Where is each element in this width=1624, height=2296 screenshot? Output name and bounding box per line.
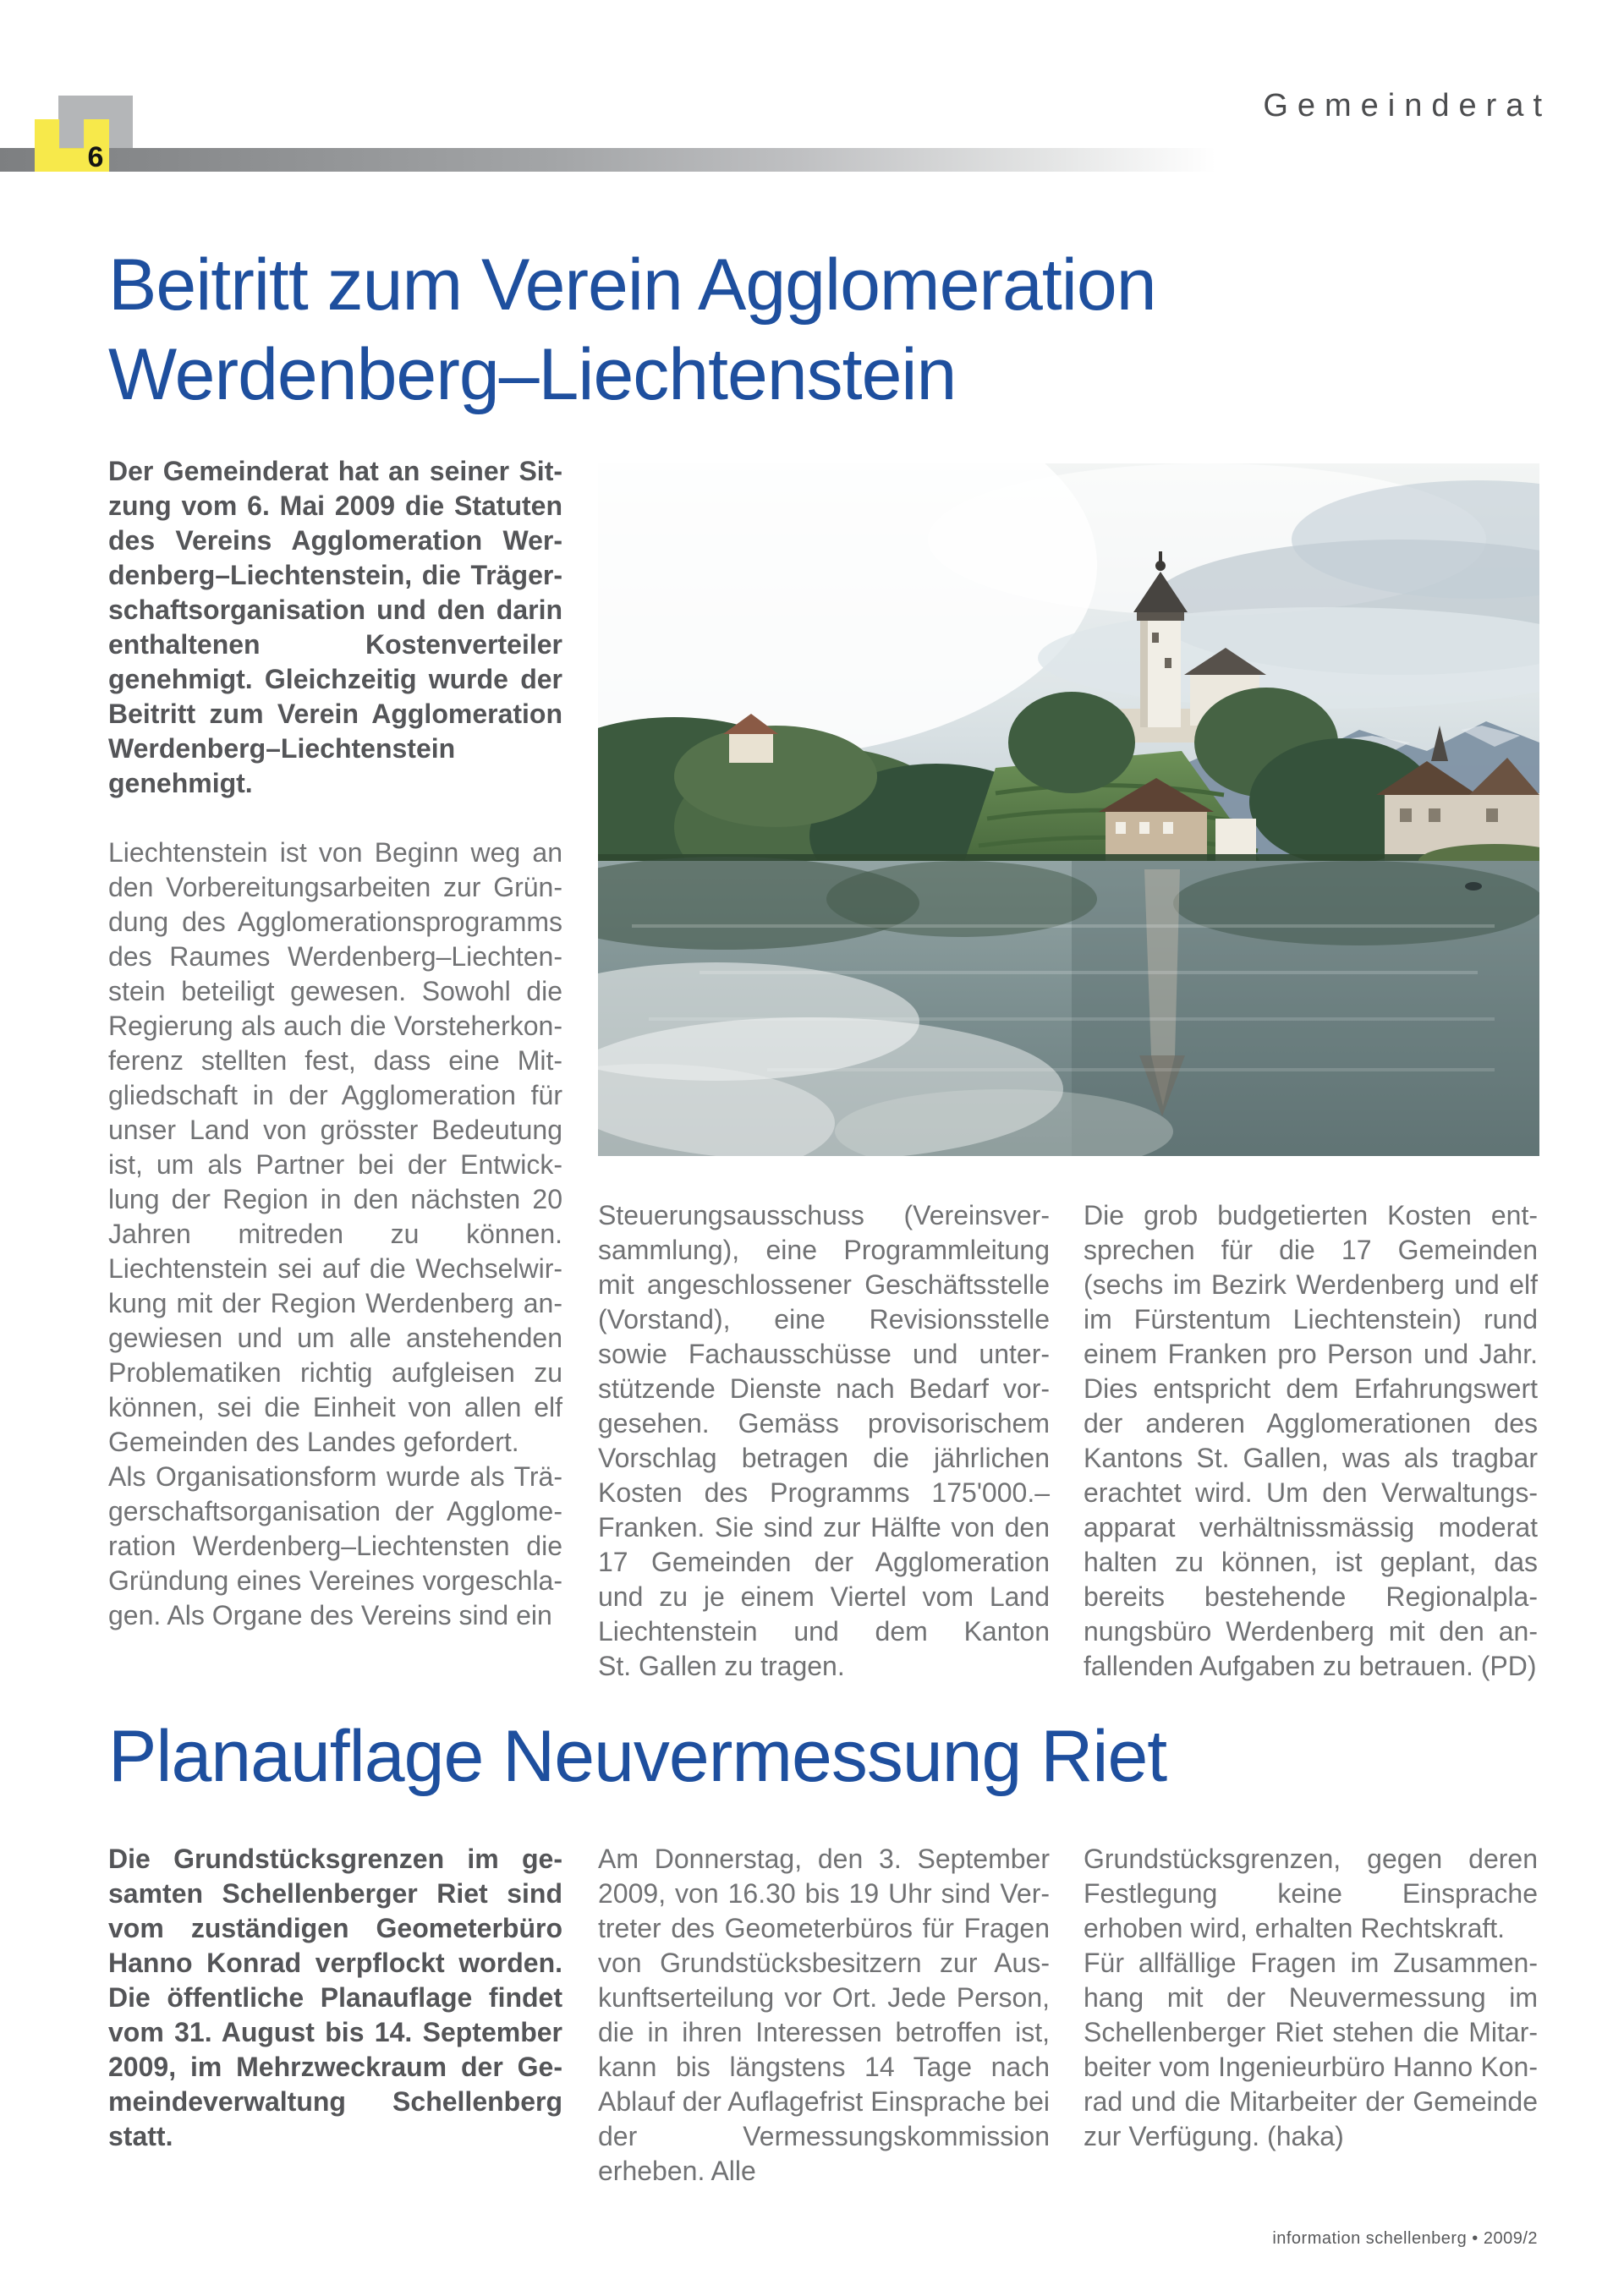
- castle-lake-photo: [598, 463, 1539, 1156]
- window: [1429, 808, 1440, 822]
- body-paragraph: Am Donnerstag, den 3. September 2009, von 16.30 bis 19 Uhr sind Vertreter des Geometerbüros für Fragen von Grundstücksbesitzern zur Auskunftserteilung vor Ort. Jede Person, die in ihren Interessen betroffen ist, kann bis längstens 14 Tage nach Ablauf der Auflagefrist Einsprache bei der Vermessungskommission erheben. Alle: [598, 1844, 1050, 2186]
- lead-paragraph: Die Grundstücksgrenzen im gesamten Schellenberger Riet sind vom zuständigen Geometerbüro Hanno Konrad verpflockt worden. Die öffentliche Planauflage findet vom 31. August bis 14. September 2009, im Mehrzweckraum der Gemeindeverwaltung Schellenberg statt.: [108, 1844, 562, 2151]
- section-header: Gemeinderat: [1263, 88, 1551, 123]
- tower-window: [1152, 633, 1159, 643]
- window: [1486, 808, 1498, 822]
- castle-tower-shade: [1140, 609, 1148, 727]
- lead-paragraph: Der Gemeinderat hat an seiner Sitzung vom 6. Mai 2009 die Statuten des Vereins Agglomeration Werdenberg–Liechtenstein, die Trägerschaftsorganisation und den darin enthaltenen Kostenverteiler genehmigt. Gleichzeitig wurde der Beitritt zum Verein Agglomeration Werdenberg–Liechtenstein genehmigt.: [108, 456, 562, 798]
- body-paragraph: Grundstücksgrenzen, gegen deren Festlegung keine Einsprache erhoben wird, erhalten Rechtskraft.: [1084, 1844, 1538, 1943]
- tower-window: [1165, 658, 1171, 668]
- ripple: [632, 924, 1495, 928]
- window: [1116, 822, 1126, 834]
- body-paragraph: Als Organisationsform wurde als Trägerschaftsorganisation der Agglomeration Werdenberg–Liechtensten die Gründung eines Vereines vorgeschlagen. Als Organe des Vereins sind ein: [108, 1461, 562, 1630]
- ripple: [700, 971, 1478, 974]
- ripple: [649, 1017, 1495, 1021]
- tower-spike: [1159, 551, 1162, 567]
- tree-reflection: [1173, 861, 1539, 945]
- window: [1139, 822, 1149, 834]
- article2-column-2: [598, 1842, 1050, 2189]
- window: [1400, 808, 1412, 822]
- article1-title-line2: Werdenberg–Liechtenstein: [108, 334, 957, 415]
- page-number: 6: [87, 141, 104, 173]
- article1-column-2: [598, 1198, 1050, 1684]
- house: [729, 732, 773, 763]
- article2-column-1: [108, 1842, 562, 2154]
- article1-column-3: [1084, 1198, 1538, 1684]
- article2-title: Planauflage Neuvermessung Riet: [108, 1716, 1167, 1797]
- window: [1163, 822, 1173, 834]
- ripple: [767, 1068, 1495, 1071]
- article1-title-line1: Beitritt zum Verein Agglomeration: [108, 244, 1156, 326]
- body-paragraph: Die grob budgetierten Kosten entsprechen für die 17 Gemeinden (sechs im Bezirk Werdenberg und elf im Fürstentum Liechtenstein) rund einem Franken pro Person und Jahr. Dies entspricht dem Erfahrungswert der anderen Agglomerationen des Kantons St. Gallen, was als tragbar erachtet wird. Um den Verwaltungsapparat verhältnissmässig moderat halten zu können, ist geplant, das bereits bestehende Regionalplanungsbüro Werdenberg mit den anfallenden Aufgaben zu betrauen. (PD): [1084, 1200, 1538, 1681]
- trees: [1008, 692, 1135, 793]
- castle-lake-photo-graphic: [598, 463, 1539, 1156]
- body-paragraph: Steuerungsausschuss (Vereinsversammlung), eine Programmleitung mit angeschlossener Geschäftsstelle (Vorstand), eine Revisionsstelle sowie Fachausschüsse und unterstützende Dienste nach Bedarf vorgesehen. Gemäss provisorischem Vorschlag betragen die jährlichen Kosten des Programms 175'000.– Franken. Sie sind zur Hälfte von den 17 Gemeinden der Agglomeration und zu je einem Viertel vom Land Liechtenstein und dem Kanton St. Gallen zu tragen.: [598, 1200, 1050, 1681]
- trees: [674, 726, 877, 827]
- footer-credit: information schellenberg • 2009/2: [1272, 2229, 1538, 2248]
- article1-title: [108, 240, 1156, 419]
- body-paragraph: Liechtenstein ist von Beginn weg an den Vorbereitungsarbeiten zur Gründung des Agglomerationsprogramms des Raumes Werdenberg–Liechtenstein beteiligt gewesen. Sowohl die Regierung als auch die Vorsteherkonferenz stellten fest, dass eine Mitgliedschaft in der Agglomeration für unser Land von grösster Bedeutung ist, um als Partner bei der Entwicklung der Region in den nächsten 20 Jahren mitreden zu können. Liechtenstein sei auf die Wechselwirkung mit der Region Werdenberg angewiesen und um alle anstehenden Problematiken richtig aufgleisen zu können, sei die Einheit von allen elf Gemeinden des Landes gefordert.: [108, 837, 562, 1457]
- tower-gallery: [1137, 612, 1184, 621]
- duck-speck: [1465, 882, 1482, 890]
- header-gradient-bar: [0, 148, 1228, 172]
- body-paragraph: Für allfällige Fragen im Zusammenhang mit der Neuvermessung im Schellenberger Riet stehen die Mitarbeiter vom Ingenieurbüro Hanno Konrad und die Mitarbeiter der Gemeinde zur Verfügung. (haka): [1084, 1948, 1538, 2151]
- article2-column-3: [1084, 1842, 1538, 2154]
- article1-column-1: [108, 454, 562, 1633]
